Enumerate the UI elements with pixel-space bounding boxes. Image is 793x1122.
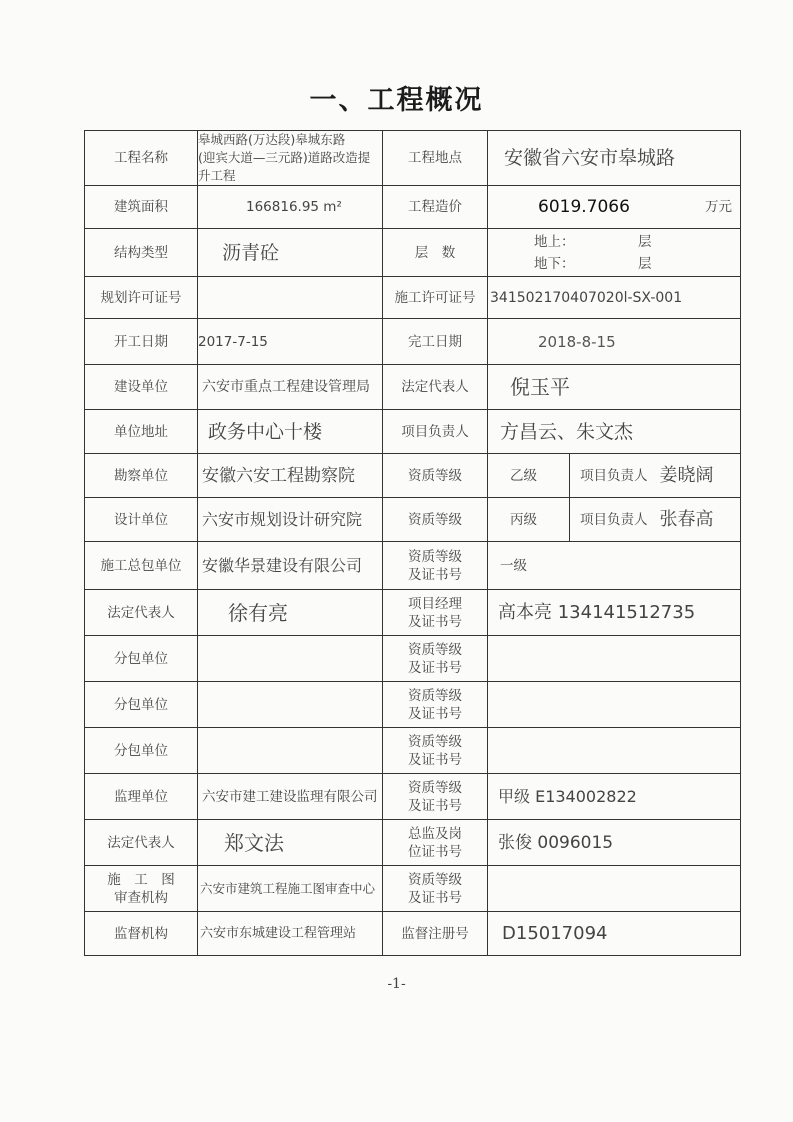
contractor-qual-value: 一级 (488, 542, 741, 590)
structure-value: 沥青砼 (198, 229, 383, 277)
supervisor-qual-label-2: 及证书号 (408, 797, 462, 814)
chief-cert-label-1: 总监及岗 (408, 825, 462, 842)
page-title: 一、工程概况 (309, 85, 484, 116)
contractor-qual-label-1: 资质等级 (408, 548, 462, 565)
floors-below-label: 地下： (534, 255, 575, 272)
sub2-qual-value (488, 682, 741, 728)
sub2-qual-label-1: 资质等级 (408, 687, 462, 704)
row-survey (85, 454, 741, 498)
cost-cell (488, 186, 741, 229)
survey-value: 安徽六安工程勘察院 (198, 454, 383, 498)
design-pm-value: 张春高 (658, 498, 741, 542)
floors-above-label: 地上： (534, 233, 575, 250)
row-owner (85, 365, 741, 410)
row-sub2 (85, 682, 741, 728)
row-address (85, 410, 741, 454)
row-structure (85, 229, 741, 277)
structure-label: 结构类型 (85, 229, 198, 277)
construction-permit-label: 施工许可证号 (383, 277, 488, 319)
row-permits (85, 277, 741, 319)
chief-cert-label-2: 位证书号 (408, 843, 462, 860)
address-value: 政务中心十楼 (198, 410, 383, 454)
row-area (85, 186, 741, 229)
sup-rep-label: 法定代表人 (85, 820, 198, 866)
pm-cert-label-2: 及证书号 (408, 613, 462, 630)
page-number: -1- (387, 976, 406, 992)
area-label: 建筑面积 (85, 186, 198, 229)
row-sub1 (85, 636, 741, 682)
contractor-qual-label (383, 542, 488, 590)
sub2-value (198, 682, 383, 728)
sub1-qual-label-2: 及证书号 (408, 659, 462, 676)
design-qual-value: 丙级 (488, 498, 570, 542)
inspect-value: 六安市东城建设工程管理站 (198, 912, 383, 956)
floors-below-unit: 层 (638, 255, 652, 272)
row-review (85, 866, 741, 912)
row-design (85, 498, 741, 542)
inspect-label: 监督机构 (85, 912, 198, 956)
project-name-line1: 皋城西路(万达段)皋城东路 (198, 132, 346, 147)
inspect-reg-label: 监督注册号 (383, 912, 488, 956)
project-name-label: 工程名称 (85, 131, 198, 186)
sup-rep-value: 郑文法 (198, 820, 383, 866)
survey-pm-value: 姜晓阔 (658, 454, 741, 498)
review-qual-label (383, 866, 488, 912)
owner-label: 建设单位 (85, 365, 198, 410)
owner-rep-label: 法定代表人 (383, 365, 488, 410)
review-value: 六安市建筑工程施工图审查中心 (198, 866, 383, 912)
survey-label: 勘察单位 (85, 454, 198, 498)
design-label: 设计单位 (85, 498, 198, 542)
supervisor-label: 监理单位 (85, 774, 198, 820)
pm-cert-label (383, 590, 488, 636)
survey-qual-value: 乙级 (488, 454, 570, 498)
project-name-value (198, 131, 383, 186)
review-qual-label-2: 及证书号 (408, 889, 462, 906)
sub3-qual-label-2: 及证书号 (408, 751, 462, 768)
sub1-qual-label-1: 资质等级 (408, 641, 462, 658)
review-label-2: 审查机构 (114, 889, 168, 906)
design-pm-label: 项目负责人 (570, 498, 658, 542)
contractor-qual-label-2: 及证书号 (408, 566, 462, 583)
start-date-value: 2017-7-15 (198, 319, 383, 365)
survey-qual-label: 资质等级 (383, 454, 488, 498)
supervisor-qual-value: 甲级 E134002822 (488, 774, 741, 820)
sub3-value (198, 728, 383, 774)
start-date-label: 开工日期 (85, 319, 198, 365)
review-qual-label-1: 资质等级 (408, 871, 462, 888)
design-value: 六安市规划设计研究院 (198, 498, 383, 542)
review-label (85, 866, 198, 912)
row-legal-rep (85, 590, 741, 636)
owner-pm-label: 项目负责人 (383, 410, 488, 454)
pm-cert-label-1: 项目经理 (408, 595, 462, 612)
cost-value: 6019.7066 (538, 197, 630, 217)
inspect-reg-value: D15017094 (488, 912, 741, 956)
review-label-1: 施 工 图 (107, 871, 175, 888)
location-label: 工程地点 (383, 131, 488, 186)
sub1-value (198, 636, 383, 682)
contractor-value: 安徽华景建设有限公司 (198, 542, 383, 590)
sub2-qual-label (383, 682, 488, 728)
row-supervisor-rep (85, 820, 741, 866)
row-dates (85, 319, 741, 365)
review-qual-value (488, 866, 741, 912)
chief-cert-label (383, 820, 488, 866)
pm-cert-value: 高本亮 13414151273​5 (488, 590, 741, 636)
address-label: 单位地址 (85, 410, 198, 454)
floors-label: 层 数 (383, 229, 488, 277)
construction-permit-value: 341502170407020l-SX-001 (488, 277, 741, 319)
plan-permit-label: 规划许可证号 (85, 277, 198, 319)
design-qual-label: 资质等级 (383, 498, 488, 542)
survey-pm-label: 项目负责人 (570, 454, 658, 498)
sub1-label: 分包单位 (85, 636, 198, 682)
supervisor-value: 六安市建工建设监理有限公司 (198, 774, 383, 820)
row-project-name (85, 131, 741, 186)
row-inspect (85, 912, 741, 956)
sub2-qual-label-2: 及证书号 (408, 705, 462, 722)
location-value: 安徽省六安市皋城路 (488, 131, 741, 186)
end-date-label: 完工日期 (383, 319, 488, 365)
sub3-qual-value (488, 728, 741, 774)
owner-pm-value: 方昌云、朱文杰 (488, 410, 741, 454)
end-date-value: 2018-8-15 (488, 319, 741, 365)
sub1-qual-value (488, 636, 741, 682)
sub2-label: 分包单位 (85, 682, 198, 728)
floors-above-unit: 层 (638, 233, 652, 250)
cost-label: 工程造价 (383, 186, 488, 229)
sub3-qual-label-1: 资质等级 (408, 733, 462, 750)
project-name-line2: (迎宾大道—三元路)道路改造提升工程 (198, 150, 371, 183)
row-sub3 (85, 728, 741, 774)
owner-value: 六安市重点工程建设管理局 (198, 365, 383, 410)
supervisor-qual-label-1: 资质等级 (408, 779, 462, 796)
row-supervisor (85, 774, 741, 820)
chief-cert-value: 张俊 0096015 (488, 820, 741, 866)
project-overview-table (84, 130, 741, 956)
cost-unit: 万元 (705, 199, 732, 215)
legal-rep-value: 徐有亮 (198, 590, 383, 636)
legal-rep-label: 法定代表人 (85, 590, 198, 636)
floors-cell (488, 229, 741, 277)
contractor-label: 施工总包单位 (85, 542, 198, 590)
sub3-qual-label (383, 728, 488, 774)
area-value: 166816.95 m² (198, 186, 383, 229)
sub1-qual-label (383, 636, 488, 682)
supervisor-qual-label (383, 774, 488, 820)
owner-rep-value: 倪玉平 (488, 365, 741, 410)
sub3-label: 分包单位 (85, 728, 198, 774)
plan-permit-value (198, 277, 383, 319)
row-contractor (85, 542, 741, 590)
